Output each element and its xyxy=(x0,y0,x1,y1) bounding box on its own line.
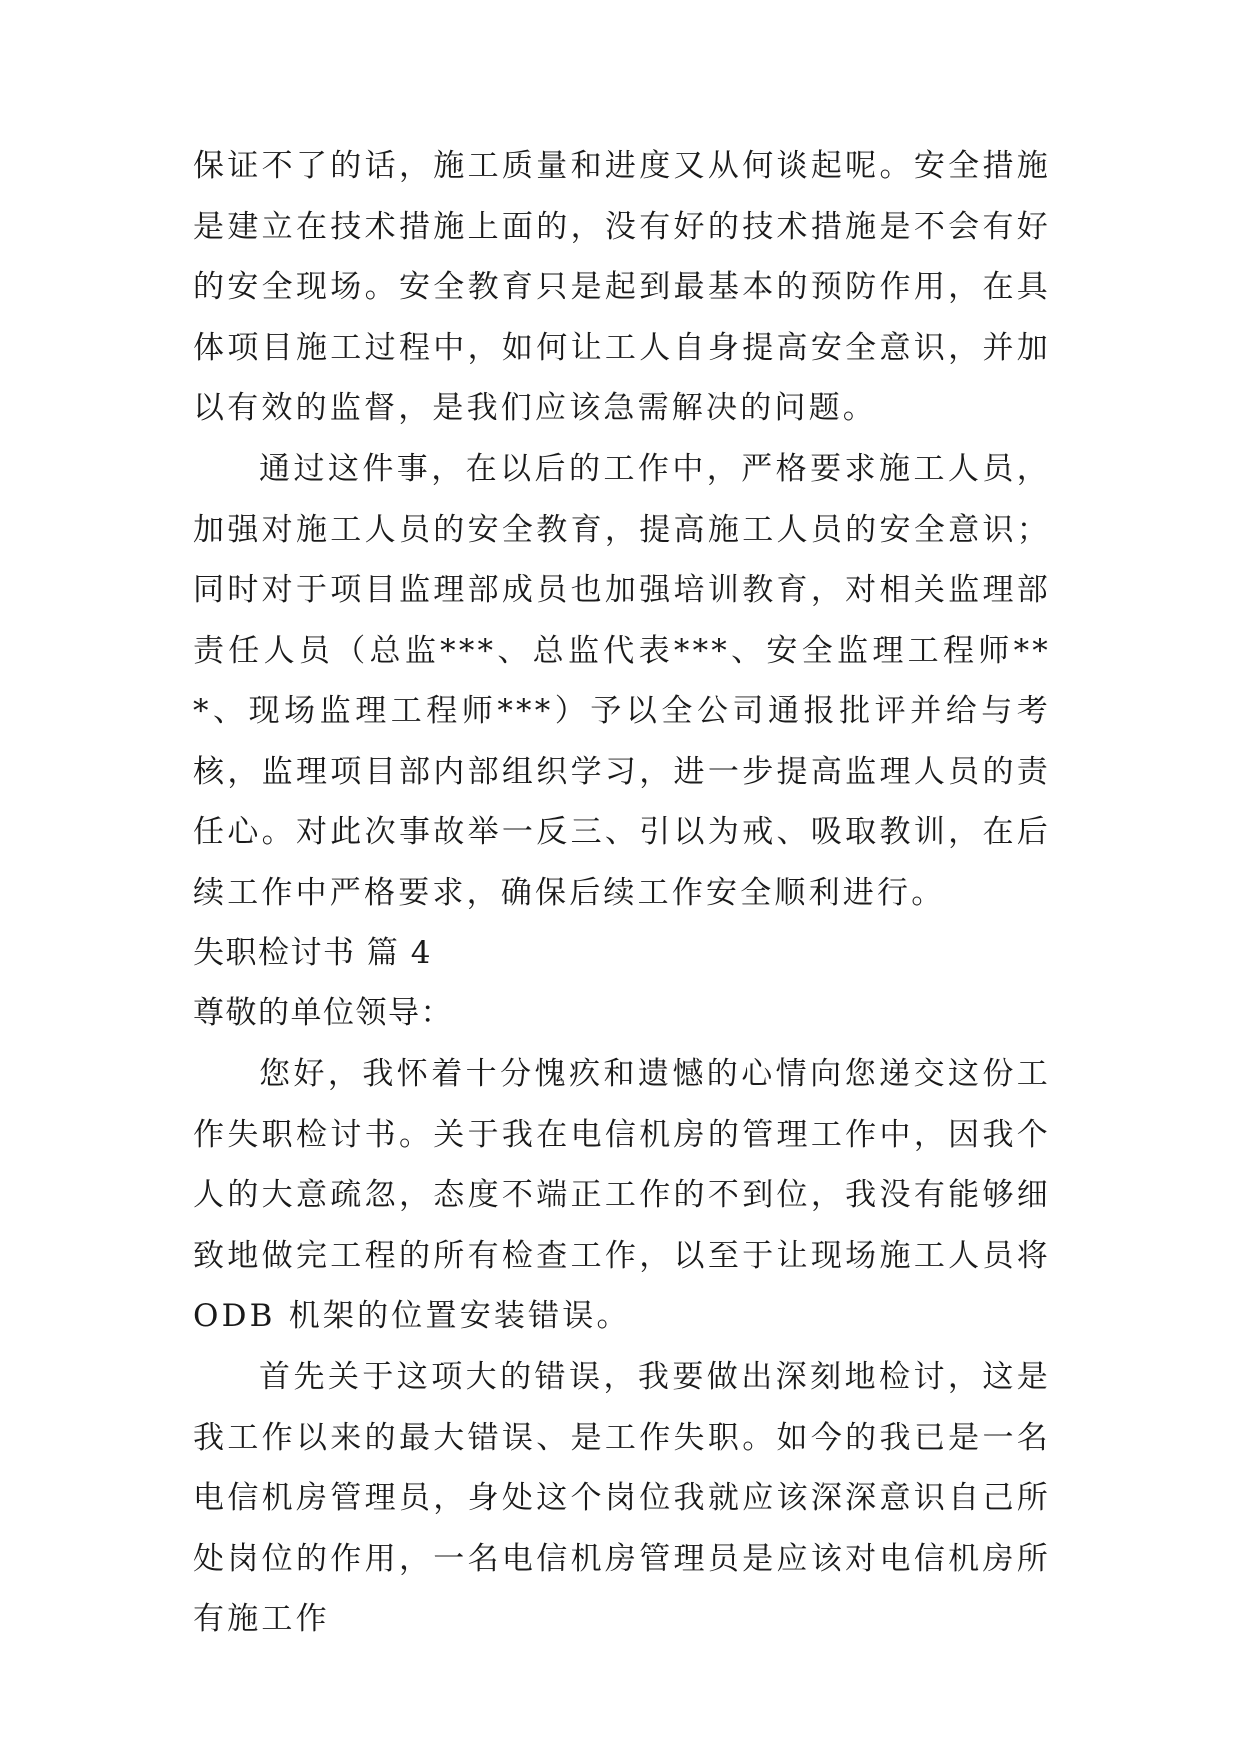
salutation: 尊敬的单位领导： xyxy=(193,995,453,1031)
body-paragraph-greeting: 您好，我怀着十分愧疚和遗憾的心情向您递交这份工作失职检讨书。关于我在电信机房的管理工作中，因我个人的大意疏忽，态度不端正工作的不到位，我没有能够细致地做完工程的所有检查工作，以至于让现场施工人员将 ODB 机架的位置安装错误。 xyxy=(193,1056,1051,1334)
body-paragraph-safety-measures: 保证不了的话，施工质量和进度又从何谈起呢。安全措施是建立在技术措施上面的，没有好的技术措施是不会有好的安全现场。安全教育只是起到最基本的预防作用，在具体项目施工过程中，如何让工人自身提高安全意识，并加以有效的监督，是我们应该急需解决的问题。 xyxy=(193,148,1051,426)
body-paragraph-self-criticism: 首先关于这项大的错误，我要做出深刻地检讨，这是我工作以来的最大错误、是工作失职。如今的我已是一名电信机房管理员，身处这个岗位我就应该深深意识自己所处岗位的作用，一名电信机房管理员是应该对电信机房所有施工作 xyxy=(193,1359,1051,1637)
body-paragraph-corrective-actions: 通过这件事，在以后的工作中，严格要求施工人员，加强对施工人员的安全教育，提高施工人员的安全意识；同时对于项目监理部成员也加强培训教育，对相关监理部责任人员（总监***、总监代表***、安全监理工程师***、现场监理工程师***）予以全公司通报批评并给与考核，监理项目部内部组织学习，进一步提高监理人员的责任心。对此次事故举一反三、引以为戒、吸取教训，在后续工作中严格要求，确保后续工作安全顺利进行。 xyxy=(193,451,1051,911)
section-heading: 失职检讨书 篇 4 xyxy=(193,935,432,971)
